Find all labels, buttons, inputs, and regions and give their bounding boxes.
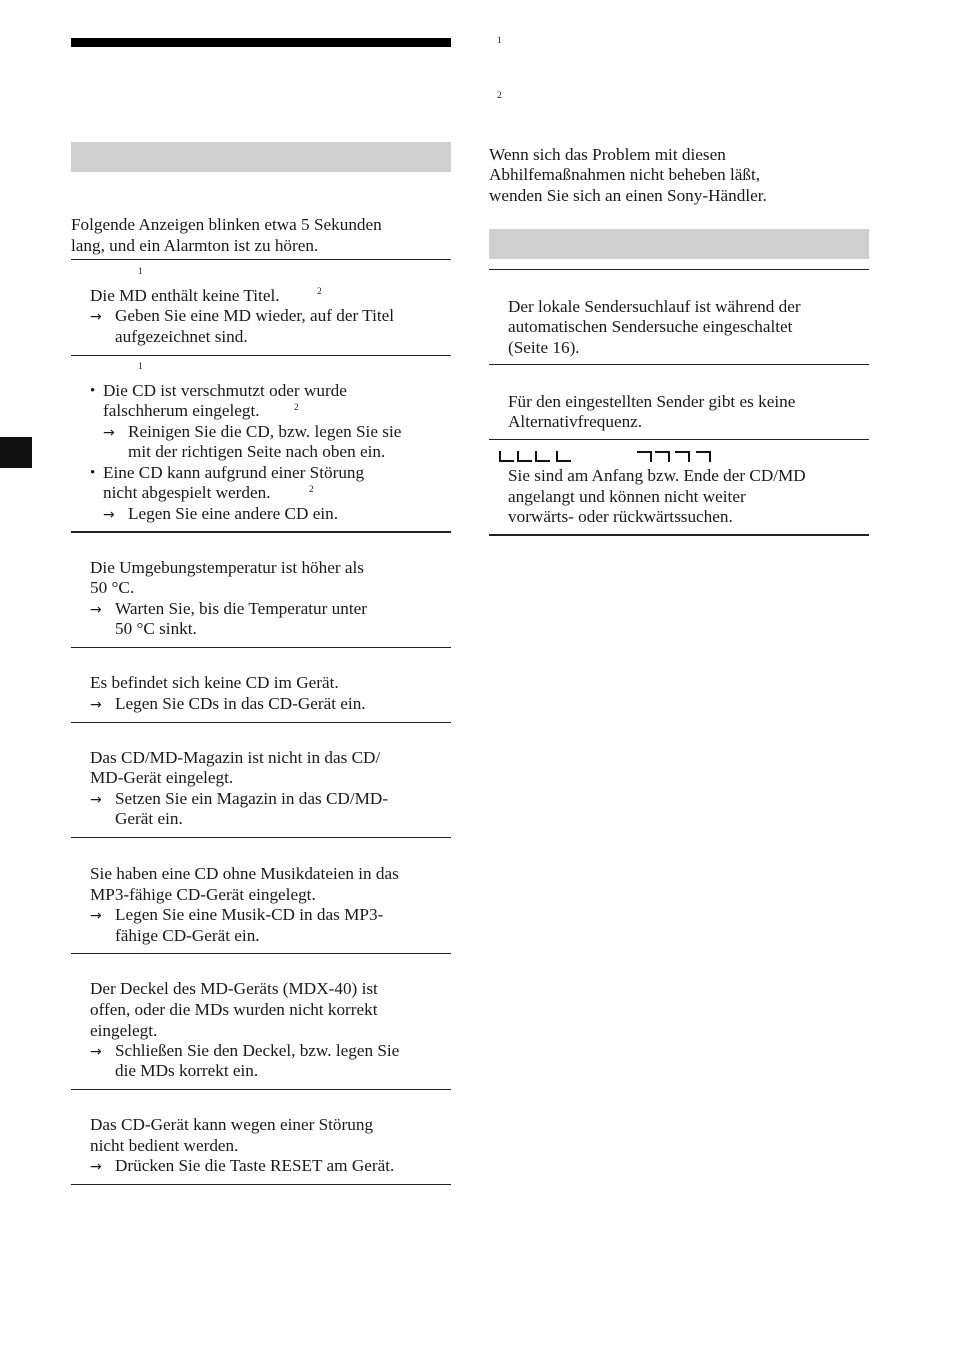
footnote-ref: 1 [138, 267, 143, 277]
message-text: falschherum eingelegt. [103, 401, 260, 420]
footnote-number: 1 [497, 36, 502, 46]
message-text: MP3-fähige CD-Gerät eingelegt. [90, 885, 316, 904]
message-text: Das CD/MD-Magazin ist nicht in das CD/ [90, 748, 381, 767]
remedy-text: aufgezeichnet sind. [115, 327, 248, 346]
intro-line-2: lang, und ein Alarmton ist zu hören. [71, 236, 319, 255]
divider [71, 953, 451, 954]
divider [71, 837, 451, 838]
divider [71, 1184, 451, 1185]
remedy-text: Gerät ein. [115, 809, 183, 828]
section-heading-band [489, 229, 869, 259]
remedy-text: Legen Sie eine Musik-CD in das MP3- [115, 905, 384, 924]
remedy-text: Drücken Sie die Taste RESET am Gerät. [115, 1156, 395, 1175]
arrow-icon: → [90, 908, 102, 924]
contact-line-3: wenden Sie sich an einen Sony-Händler. [489, 186, 767, 205]
message-text: Sie sind am Anfang bzw. Ende der CD/MD [508, 466, 806, 485]
intro-line-1: Folgende Anzeigen blinken etwa 5 Sekunden [71, 215, 382, 234]
divider [71, 259, 451, 260]
remedy-text: Setzen Sie ein Magazin in das CD/MD- [115, 789, 389, 808]
message-text: angelangt und können nicht weiter [508, 487, 746, 506]
divider [71, 531, 451, 533]
message-text: MD-Gerät eingelegt. [90, 768, 234, 787]
message-text: nicht bedient werden. [90, 1136, 239, 1155]
header-bar [71, 38, 451, 47]
message-text: Die MD enthält keine Titel. [90, 286, 280, 305]
message-text: 50 °C. [90, 578, 135, 597]
footnote-ref: 2 [294, 403, 299, 413]
message-text: Alternativfrequenz. [508, 412, 643, 431]
message-text: eingelegt. [90, 1021, 158, 1040]
footnote-ref: 1 [138, 362, 143, 372]
message-text: Die CD ist verschmutzt oder wurde [103, 381, 347, 400]
divider [71, 1089, 451, 1090]
remedy-text: Legen Sie CDs in das CD-Gerät ein. [115, 694, 366, 713]
message-text: Für den eingestellten Sender gibt es keine [508, 392, 796, 411]
message-text: Der Deckel des MD-Geräts (MDX-40) ist [90, 979, 378, 998]
message-text: Sie haben eine CD ohne Musikdateien in das [90, 864, 399, 883]
message-text: offen, oder die MDs wurden nicht korrekt [90, 1000, 378, 1019]
arrow-icon: → [90, 792, 102, 808]
message-text: Es befindet sich keine CD im Gerät. [90, 673, 339, 692]
bullet-icon: • [90, 465, 96, 481]
divider [71, 355, 451, 356]
arrow-icon: → [90, 602, 102, 618]
divider [71, 647, 451, 648]
remedy-text: Geben Sie eine MD wieder, auf der Titel [115, 306, 395, 325]
page-edge-tab [0, 437, 32, 468]
footnote-number: 2 [497, 91, 502, 101]
arrow-icon: → [90, 697, 102, 713]
remedy-text: Warten Sie, bis die Temperatur unter [115, 599, 367, 618]
divider [489, 534, 869, 536]
arrow-icon: → [90, 309, 102, 325]
remedy-text: mit der richtigen Seite nach oben ein. [128, 442, 386, 461]
footnote-ref: 2 [317, 287, 322, 297]
divider [489, 364, 869, 365]
divider [71, 722, 451, 723]
contact-line-1: Wenn sich das Problem mit diesen [489, 145, 726, 164]
message-text: vorwärts- oder rückwärtssuchen. [508, 507, 733, 526]
contact-line-2: Abhilfemaßnahmen nicht beheben läßt, [489, 165, 761, 184]
arrow-icon: → [103, 507, 115, 523]
message-text: automatischen Sendersuche eingeschaltet [508, 317, 793, 336]
remedy-text: fähige CD-Gerät ein. [115, 926, 260, 945]
bullet-icon: • [90, 383, 96, 399]
message-text: Das CD-Gerät kann wegen einer Störung [90, 1115, 374, 1134]
remedy-text: 50 °C sinkt. [115, 619, 197, 638]
divider [489, 439, 869, 440]
arrow-icon: → [90, 1159, 102, 1175]
remedy-text: die MDs korrekt ein. [115, 1061, 259, 1080]
arrow-icon: → [103, 425, 115, 441]
message-text: (Seite 16). [508, 338, 580, 357]
footnote-ref: 2 [309, 485, 314, 495]
divider [489, 269, 869, 270]
message-text: Der lokale Sendersuchlauf ist während der [508, 297, 801, 316]
remedy-text: Reinigen Sie die CD, bzw. legen Sie sie [128, 422, 402, 441]
message-text: Eine CD kann aufgrund einer Störung [103, 463, 365, 482]
message-text: nicht abgespielt werden. [103, 483, 271, 502]
remedy-text: Legen Sie eine andere CD ein. [128, 504, 338, 523]
arrow-icon: → [90, 1044, 102, 1060]
message-text: Die Umgebungstemperatur ist höher als [90, 558, 364, 577]
section-heading-band [71, 142, 451, 172]
remedy-text: Schließen Sie den Deckel, bzw. legen Sie [115, 1041, 400, 1060]
